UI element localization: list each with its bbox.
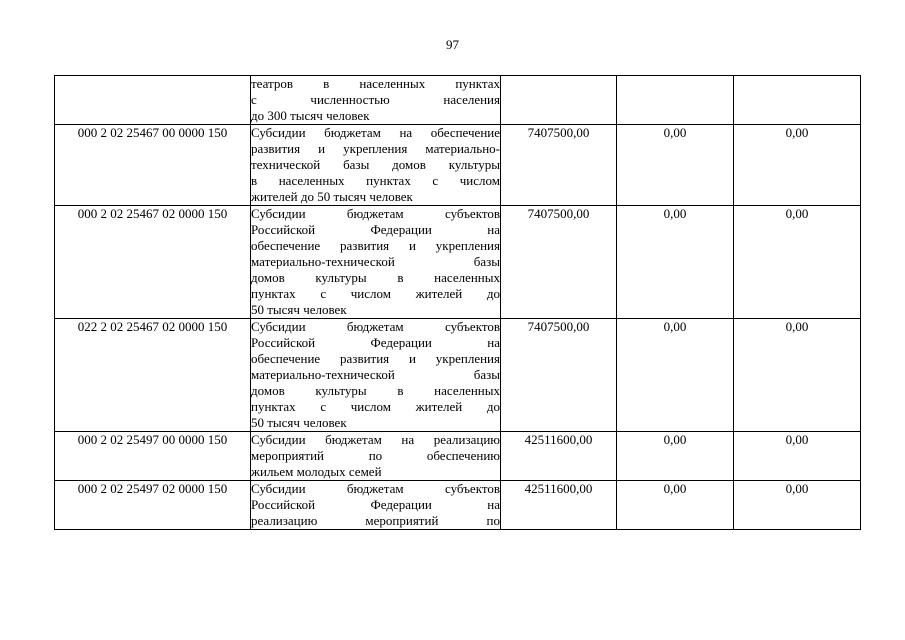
amount-col1-cell: [501, 76, 617, 125]
amount-col2-cell: 0,00: [617, 481, 734, 530]
budget-code-cell: 000 2 02 25467 00 0000 150: [55, 125, 251, 206]
description-cell: [251, 481, 501, 530]
amount-col3-cell: 0,00: [734, 481, 861, 530]
amount-col1-cell: 7407500,00: [501, 206, 617, 319]
budget-code-cell: [55, 76, 251, 125]
amount-col1-cell: 42511600,00: [501, 432, 617, 481]
table-row: [55, 76, 861, 125]
table-row: [55, 206, 861, 319]
description-line: реализацию мероприятий по: [251, 513, 500, 528]
description-cell: [251, 125, 501, 206]
amount-col2-cell: 0,00: [617, 319, 734, 432]
description-line: с численностью населения: [251, 92, 500, 107]
description-line: домов культуры в населенных: [251, 383, 500, 398]
budget-table: [54, 75, 861, 530]
table-row: [55, 125, 861, 206]
table-row: [55, 432, 861, 481]
description-line: Российской Федерации на: [251, 335, 500, 350]
description-line: материально-технической базы: [251, 367, 500, 382]
budget-code-cell: 000 2 02 25497 00 0000 150: [55, 432, 251, 481]
amount-col3-cell: 0,00: [734, 432, 861, 481]
description-line: 50 тысяч человек: [251, 302, 347, 317]
table-row: [55, 319, 861, 432]
amount-col1-cell: 42511600,00: [501, 481, 617, 530]
amount-col3-cell: 0,00: [734, 319, 861, 432]
amount-col3-cell: 0,00: [734, 206, 861, 319]
description-line: пунктах с числом жителей до: [251, 286, 500, 301]
budget-code-cell: 000 2 02 25497 02 0000 150: [55, 481, 251, 530]
amount-col1-cell: 7407500,00: [501, 319, 617, 432]
description-line: Субсидии бюджетам на обеспечение: [251, 125, 500, 140]
budget-code-cell: 022 2 02 25467 02 0000 150: [55, 319, 251, 432]
description-line: Российской Федерации на: [251, 222, 500, 237]
description-line: жильем молодых семей: [251, 464, 382, 479]
description-line: в населенных пунктах с числом: [251, 173, 500, 188]
budget-code-cell: 000 2 02 25467 02 0000 150: [55, 206, 251, 319]
amount-col3-cell: [734, 76, 861, 125]
description-line: жителей до 50 тысяч человек: [251, 189, 413, 204]
description-line: до 300 тысяч человек: [251, 108, 370, 123]
amount-col3-cell: 0,00: [734, 125, 861, 206]
description-line: Субсидии бюджетам на реализацию: [251, 432, 500, 447]
description-line: Субсидии бюджетам субъектов: [251, 319, 500, 334]
amount-col1-cell: 7407500,00: [501, 125, 617, 206]
description-cell: [251, 432, 501, 481]
amount-col2-cell: 0,00: [617, 206, 734, 319]
description-line: 50 тысяч человек: [251, 415, 347, 430]
description-line: театров в населенных пунктах: [251, 76, 500, 91]
table-body: [55, 76, 861, 530]
description-line: материально-технической базы: [251, 254, 500, 269]
description-line: обеспечение развития и укрепления: [251, 351, 500, 366]
description-line: мероприятий по обеспечению: [251, 448, 500, 463]
page-number: 97: [446, 37, 459, 52]
description-line: домов культуры в населенных: [251, 270, 500, 285]
table-row: [55, 481, 861, 530]
description-cell: [251, 206, 501, 319]
description-line: развития и укрепления материально-: [251, 141, 500, 156]
description-line: технической базы домов культуры: [251, 157, 500, 172]
amount-col2-cell: [617, 76, 734, 125]
description-line: обеспечение развития и укрепления: [251, 238, 500, 253]
description-cell: [251, 76, 501, 125]
description-line: Субсидии бюджетам субъектов: [251, 206, 500, 221]
description-line: Российской Федерации на: [251, 497, 500, 512]
description-line: Субсидии бюджетам субъектов: [251, 481, 500, 496]
description-cell: [251, 319, 501, 432]
description-line: пунктах с числом жителей до: [251, 399, 500, 414]
amount-col2-cell: 0,00: [617, 432, 734, 481]
amount-col2-cell: 0,00: [617, 125, 734, 206]
